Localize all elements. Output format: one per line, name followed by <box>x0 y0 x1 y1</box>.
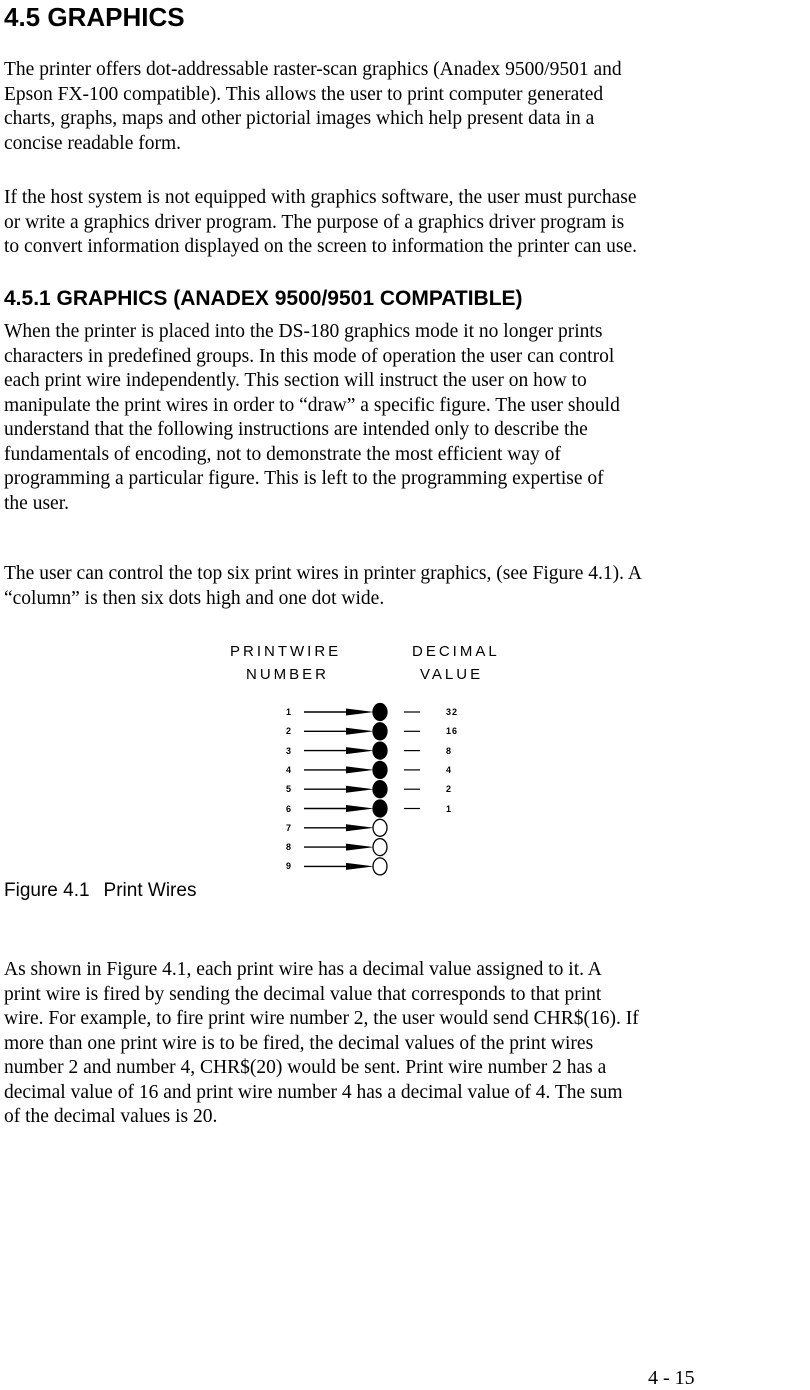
text-line: Epson FX-100 compatible). This allows the user to print computer generated <box>4 83 604 105</box>
fired-wire-dot <box>373 800 387 817</box>
text-line: characters in predefined groups. In this mode of operation the user can control <box>4 345 615 367</box>
text-line: programming a particular figure. This is left to the programming expertise of <box>4 468 604 489</box>
fired-wire-dot <box>373 781 387 798</box>
wire-number: 9 <box>286 861 292 872</box>
printwire-header: PRINTWIRE <box>230 643 342 660</box>
figure-number: Figure 4.1 <box>4 880 90 901</box>
unused-wire-dot <box>373 858 387 875</box>
text-line: the user. <box>4 492 69 514</box>
wire-number: 1 <box>286 707 292 717</box>
decimal-header-line-2: VALUE <box>420 666 484 683</box>
decimal-value: 16 <box>446 726 459 737</box>
wire-arrow-head <box>346 709 374 716</box>
text-line: The printer offers dot-addressable raster-scan graphics (Anadex 9500/9501 and <box>4 59 622 80</box>
text-line: decimal value of 16 and print wire number 4 has a decimal value of 4. The sum <box>4 1081 623 1103</box>
text-line: concise readable form. <box>4 132 182 154</box>
text-line: of the decimal values is 20. <box>4 1106 218 1127</box>
text-line: wire. For example, to fire print wire number 2, the user would send CHR$(16). If <box>4 1008 639 1029</box>
subsection-heading: 4.5.1 GRAPHICS (ANADEX 9500/9501 COMPATIBLE) <box>4 287 523 310</box>
text-line: As shown in Figure 4.1, each print wire has a decimal value assigned to it. A <box>4 959 602 980</box>
unused-wire-dot <box>373 819 387 836</box>
wire-number: 6 <box>286 803 292 814</box>
text-line: each print wire independently. This section will instruct the user on how to <box>4 370 587 391</box>
fired-wire-dot <box>373 723 387 740</box>
wire-number: 3 <box>286 745 292 756</box>
text-line: number 2 and number 4, CHR$(20) would be sent. Print wire number 2 has a <box>4 1057 607 1078</box>
figure-caption <box>4 880 196 902</box>
decimal-value: 8 <box>446 745 453 756</box>
fired-wire-dot <box>373 704 387 721</box>
text-line: print wire is fired by sending the decimal value that corresponds to that print <box>4 983 602 1005</box>
section-heading: 4.5 GRAPHICS <box>4 2 185 32</box>
decimal-header: DECIMAL <box>412 643 500 660</box>
printwire-header-line-2: NUMBER <box>246 666 330 683</box>
graphics-mode-paragraph <box>4 320 804 516</box>
intro-paragraph <box>4 58 804 156</box>
text-line: When the printer is placed into the DS-180 graphics mode it no longer prints <box>4 321 603 342</box>
text-line: manipulate the print wires in order to “draw” a specific figure. The user should <box>4 394 620 416</box>
decimal-value: 32 <box>446 707 459 717</box>
wire-number: 2 <box>286 726 292 737</box>
wire-arrow-head <box>346 863 374 870</box>
text-line: more than one print wire is to be fired, the decimal values of the print wires <box>4 1032 594 1054</box>
text-line: “column” is then six dots high and one dot wide. <box>4 587 385 609</box>
text-line: The user can control the top six print wires in printer graphics, (see Figure 4.1). A <box>4 563 642 584</box>
wire-number: 4 <box>286 764 292 775</box>
driver-paragraph <box>4 186 804 260</box>
figure-title: Print Wires <box>103 880 197 901</box>
column-paragraph <box>4 562 804 611</box>
wire-arrow-head <box>346 824 374 831</box>
page-number: 4 - 15 <box>648 1367 695 1389</box>
decimal-value: 4 <box>446 764 453 775</box>
wire-arrow-head <box>346 747 374 754</box>
decimal-value: 1 <box>446 803 453 814</box>
fired-wire-dot <box>373 761 387 778</box>
wire-arrow-head <box>346 786 374 793</box>
text-line: or write a graphics driver program. The purpose of a graphics driver program is <box>4 211 625 233</box>
fired-wire-dot <box>373 742 387 759</box>
text-line: understand that the following instructions are intended only to describe the <box>4 419 588 440</box>
wire-number: 8 <box>286 842 292 853</box>
wire-number: 7 <box>286 822 292 833</box>
text-line: charts, graphs, maps and other pictorial images which help present data in a <box>4 108 595 129</box>
wire-arrow-head <box>346 766 374 773</box>
text-line: If the host system is not equipped with graphics software, the user must purchase <box>4 187 637 208</box>
decimal-value: 2 <box>446 784 453 795</box>
wire-arrow-head <box>346 805 374 812</box>
wire-arrow-head <box>346 728 374 735</box>
unused-wire-dot <box>373 839 387 856</box>
text-line: to convert information displayed on the screen to information the printer can use. <box>4 236 638 257</box>
wire-arrow-head <box>346 844 374 851</box>
decimal-values-paragraph <box>4 958 804 1130</box>
text-line: fundamentals of encoding, not to demonstrate the most efficient way of <box>4 443 561 465</box>
wire-number: 5 <box>286 784 292 795</box>
